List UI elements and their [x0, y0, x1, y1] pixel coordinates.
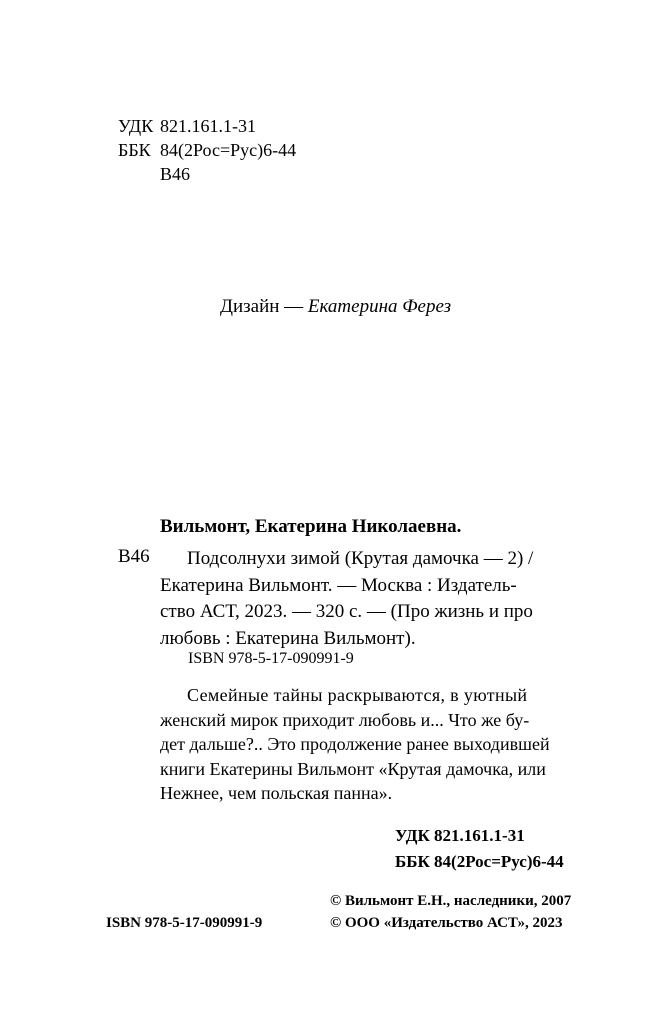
author-sign: В46 [118, 546, 150, 567]
bibliographic-description [160, 546, 590, 652]
copyright-publisher: © ООО «Издательство АСТ», 2023 [330, 915, 563, 931]
udk-value: 821.161.1-31 [160, 116, 256, 136]
imprint-isbn: ISBN 978-5-17-090991-9 [106, 915, 263, 931]
annotation-line: Семейные тайны раскрываются, в уютный [187, 685, 528, 705]
annotation-line: Нежнее, чем польская панна». [160, 783, 393, 803]
design-credit [220, 296, 451, 318]
annotation-line: женский мирок приходит любовь и... Что же бу- [160, 709, 530, 730]
bottom-udk: УДК 821.161.1-31 [395, 826, 525, 845]
description-line: Подсолнухи зимой (Крутая дамочка — 2) / [187, 548, 534, 569]
description-line: ство АСТ, 2023. — 320 с. — (Про жизнь и про [160, 601, 533, 622]
bbk-label: ББК [118, 140, 151, 160]
bottom-bbk: ББК 84(2Рос=Рус)6-44 [395, 852, 564, 871]
author-sign-top: В46 [160, 164, 191, 184]
design-credit-prefix: Дизайн — [220, 296, 304, 317]
copyright-author: © Вильмонт Е.Н., наследники, 2007 [330, 893, 572, 909]
annotation-line: книги Екатерины Вильмонт «Крутая дамочка, или [160, 758, 546, 779]
design-credit-name: Екатерина Ферез [307, 296, 452, 317]
author-heading: Вильмонт, Екатерина Николаевна. [160, 516, 462, 537]
annotation-line: дет дальше?.. Это продолжение ранее выходившей [160, 734, 550, 754]
bbk-value: 84(2Рос=Рус)6-44 [160, 140, 297, 160]
description-line: Екатерина Вильмонт. — Москва : Издатель- [160, 574, 517, 596]
annotation [160, 683, 590, 806]
record-isbn: ISBN 978-5-17-090991-9 [188, 650, 354, 667]
description-line: любовь : Екатерина Вильмонт). [160, 627, 416, 649]
udk-label: УДК [118, 116, 154, 136]
